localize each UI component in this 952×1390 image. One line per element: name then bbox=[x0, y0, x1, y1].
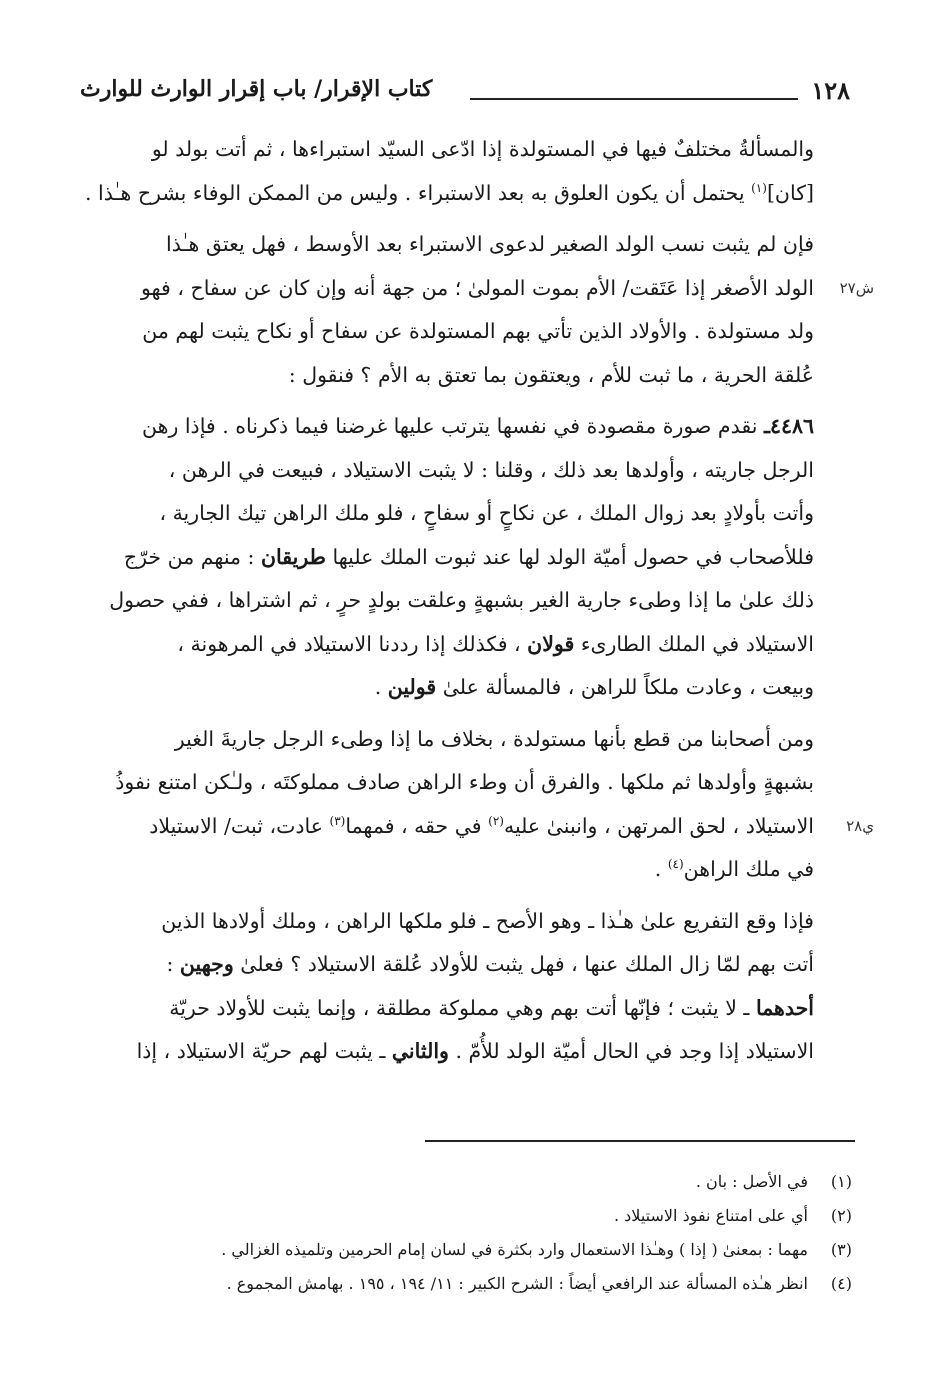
text-line: الرجل جاريته ، وأولدها بعد ذلك ، وقلنا : لا يثبت الاستيلاد ، فبيعت في الرهن ، bbox=[168, 457, 814, 482]
text-span: ـ يثبت لهم حريّة الاستيلاد ، إذا bbox=[136, 1039, 392, 1063]
text-line: عُلقة الحرية ، ما ثبت للأم ، ويعتقون بما تعتق به الأم ؟ فنقول : bbox=[288, 362, 814, 387]
text-span: عادت، ثبت/ الاستيلاد bbox=[149, 813, 330, 838]
text-span: يحتمل أن يكون العلوق به بعد الاستبراء . وليس من الممكن الوفاء بشرح هـٰذا . bbox=[85, 180, 752, 205]
text-line: والمسألةُ مختلفٌ فيها في المستولدة إذا ادّعى السيّد استبراءها ، ثم أتت بولد لو bbox=[151, 137, 814, 161]
bold-term: قولان bbox=[527, 631, 575, 656]
main-text bbox=[82, 128, 874, 1082]
text-span: الاستيلاد إذا وجد في الحال أميّة الولد للأُمّ . bbox=[448, 1039, 814, 1063]
footnote-text: مهما : بمعنىٰ ( إذا ) وهـٰذا الاستعمال وارد بكثرة في لسان إمام الحرمين وتلميذه الغزالي . bbox=[221, 1240, 808, 1259]
page-number: ١٢٨ bbox=[811, 76, 850, 105]
text-line bbox=[82, 943, 852, 987]
text-span: نقدم صورة مقصودة في نفسها يترتب عليها غرضنا فيما ذكرناه . فإذا رهن bbox=[142, 414, 764, 438]
text-line bbox=[82, 1030, 852, 1074]
bold-term: طريقان bbox=[260, 544, 326, 569]
text-span: وبيعت ، وعادت ملكاً للراهن ، فالمسألة علىٰ bbox=[436, 675, 814, 699]
paragraph-number: ٤٤٨٦ـ bbox=[763, 414, 814, 438]
footnote bbox=[82, 1199, 852, 1233]
paragraph-1 bbox=[82, 128, 852, 215]
paragraph-4 bbox=[82, 718, 874, 892]
header-rule bbox=[470, 98, 798, 100]
footnote-text: في الأصل : بان . bbox=[695, 1172, 808, 1191]
footnote-ref-4: (٤) bbox=[667, 857, 684, 872]
text-span: : bbox=[166, 952, 180, 976]
text-line bbox=[82, 267, 874, 311]
footnote-separator bbox=[425, 1140, 855, 1142]
text-span: فللأصحاب في حصول أميّة الولد لها عند ثبوت الملك عليها bbox=[325, 544, 814, 569]
text-span: الولد الأصغر إذا عَتَقت/ الأم بموت المولىٰ ؛ من جهة أنه وإن كان عن سفاح ، فهو bbox=[140, 275, 814, 300]
footnote-text: أي على امتناع نفوذ الاستيلاد . bbox=[614, 1206, 808, 1225]
text-line: فإذا وقع التفريع علىٰ هـٰذا ـ وهو الأصح ـ فلو ملكها الراهن ، وملك أولادها الذين bbox=[161, 908, 814, 933]
text-span: الاستيلاد في الملك الطارىء bbox=[574, 631, 814, 656]
text-line bbox=[82, 172, 852, 216]
footnotes bbox=[82, 1165, 852, 1301]
footnote-number: (٣) bbox=[830, 1240, 852, 1259]
paragraph-3 bbox=[82, 405, 852, 710]
footnote-text: انظر هـٰذه المسألة عند الرافعي أيضاً : الشرح الكبير : ١١/ ١٩٤ ، ١٩٥ . بهامش المجموع . bbox=[226, 1274, 808, 1293]
text-line bbox=[82, 536, 852, 580]
text-span: . bbox=[374, 675, 388, 699]
bold-term: والثاني bbox=[391, 1039, 449, 1063]
text-line: بشبهةٍ وأولدها ثم ملكها . والفرق أن وطء الراهن صادف مملوكتَه ، ولـٰكن امتنع نفوذُ bbox=[115, 770, 814, 794]
footnote bbox=[82, 1165, 852, 1199]
text-line bbox=[82, 666, 852, 710]
text-span: : منهم من خرّج bbox=[123, 544, 261, 569]
text-span: في ملك الراهن bbox=[683, 857, 814, 881]
text-line: وأتت بأولادٍ بعد زوال الملك ، عن نكاحٍ أو سفاحٍ ، فلو ملك الراهن تيك الجارية ، bbox=[159, 501, 814, 525]
text-line: فإن لم يثبت نسب الولد الصغير لدعوى الاستبراء بعد الأوسط ، فهل يعتق هـٰذا bbox=[166, 232, 814, 256]
footnote bbox=[82, 1233, 852, 1267]
footnote-ref-3: (٣) bbox=[329, 813, 346, 828]
text-span: ، فكذلك إذا رددنا الاستيلاد في المرهونة ، bbox=[177, 631, 528, 656]
text-line: ولد مستولدة . والأولاد الذين تأتي بهم المستولدة عن سفاح أو نكاح يثبت لهم من bbox=[142, 319, 814, 343]
page-header bbox=[80, 74, 850, 114]
text-span: ـ لا يثبت ؛ فإنّها أتت بهم وهي مملوكة مطلقة ، وإنما يثبت للأولاد حريّة bbox=[169, 995, 756, 1020]
text-span: . bbox=[654, 857, 668, 881]
text-span: في حقه ، فمهما bbox=[345, 813, 489, 838]
running-title: كتاب الإقرار/ باب إقرار الوارث للوارث bbox=[80, 76, 433, 102]
text-line bbox=[82, 805, 874, 849]
text-span: الاستيلاد ، لحق المرتهن ، وانبنىٰ عليه bbox=[503, 813, 814, 838]
text-line: ذلك علىٰ ما إذا وطىء جارية الغير بشبهةٍ وعلقت بولدٍ حرٍ ، ثم اشتراها ، ففي حصول bbox=[109, 588, 814, 612]
text-line bbox=[82, 848, 852, 892]
margin-marker: ش٢٧ bbox=[839, 278, 874, 297]
paragraph-5 bbox=[82, 900, 852, 1074]
footnote-number: (٢) bbox=[830, 1206, 852, 1225]
bold-term: وجهين bbox=[179, 952, 234, 976]
text-line bbox=[82, 623, 852, 667]
margin-marker: ي٢٨ bbox=[846, 816, 874, 835]
text-line bbox=[82, 405, 852, 449]
footnote-number: (٤) bbox=[830, 1274, 852, 1293]
text-line: ومن أصحابنا من قطع بأنها مستولدة ، بخلاف ما إذا وطىء الرجل جاريةَ الغير bbox=[174, 726, 814, 751]
bold-term: قولين bbox=[387, 675, 437, 699]
footnote bbox=[82, 1267, 852, 1301]
footnote-number: (١) bbox=[830, 1172, 852, 1191]
bracketed-insertion: [كان] bbox=[766, 180, 814, 205]
footnote-ref-1: (١) bbox=[751, 180, 767, 195]
bold-term: أحدهما bbox=[755, 995, 814, 1020]
text-span: أتت بهم لمّا زال الملك عنها ، فهل يثبت للأولاد عُلقة الاستيلاد ؟ فعلىٰ bbox=[233, 952, 814, 976]
text-line bbox=[82, 987, 852, 1031]
paragraph-2 bbox=[82, 223, 874, 397]
footnote-ref-2: (٢) bbox=[488, 813, 504, 828]
